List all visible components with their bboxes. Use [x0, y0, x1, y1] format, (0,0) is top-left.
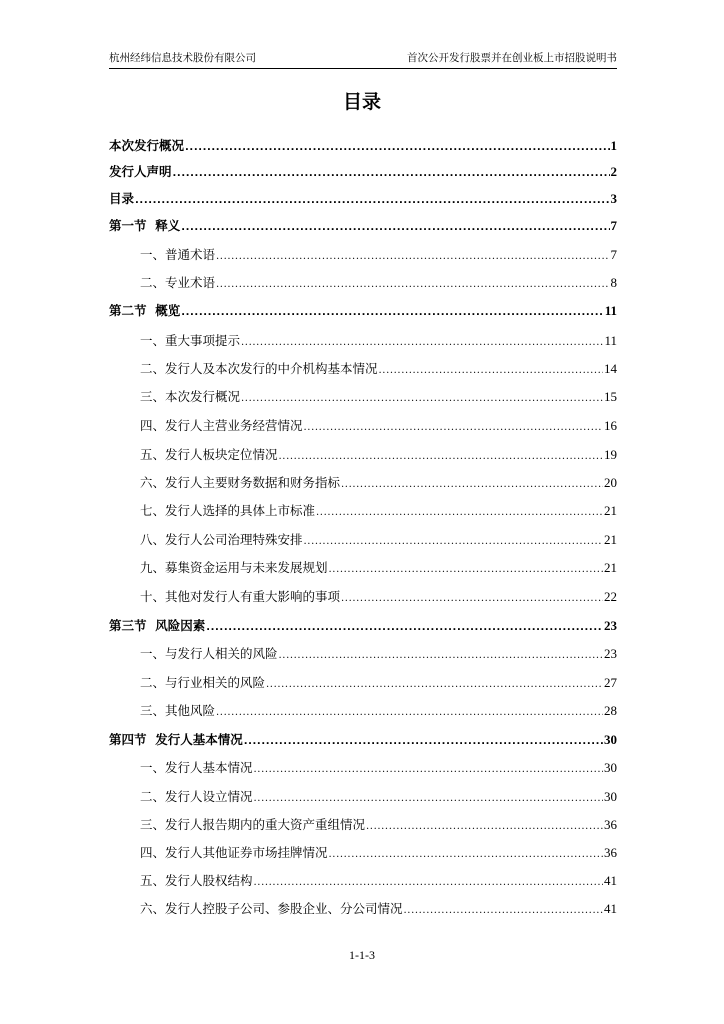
toc-section-entry[interactable]: [140, 501, 617, 521]
toc-entry-page-number: 36: [604, 845, 617, 860]
toc-entry-page-number: 36: [604, 817, 617, 832]
toc-entry-page-number: 23: [604, 646, 617, 661]
toc-section-entry[interactable]: [140, 473, 617, 493]
toc-entry-label: 第三节 风险因素: [109, 618, 206, 633]
toc-section-entry[interactable]: [140, 843, 617, 863]
toc-dot-leader: [304, 532, 603, 552]
toc-entry-page-number: 3: [610, 191, 617, 206]
toc-dot-leader: [216, 247, 609, 267]
toc-entry-label: 二、发行人及本次发行的中介机构基本情况: [140, 361, 378, 376]
toc-section-entry[interactable]: [140, 815, 617, 835]
toc-entry-page-number: 8: [610, 275, 617, 290]
toc-entry-label: 五、发行人板块定位情况: [140, 447, 278, 462]
toc-dot-leader: [181, 218, 609, 238]
toc-entry-label: 一、与发行人相关的风险: [140, 646, 278, 661]
page-header: [109, 50, 617, 69]
toc-section-entry[interactable]: [140, 644, 617, 664]
page-title: 目录: [342, 91, 381, 113]
toc-entry-label: 三、发行人报告期内的重大资产重组情况: [140, 817, 366, 832]
toc-dot-leader: [206, 618, 603, 638]
toc-chapter-entry[interactable]: [109, 162, 617, 182]
toc-dot-leader: [181, 303, 603, 323]
toc-section-entry[interactable]: [140, 899, 617, 919]
toc-entry-page-number: 22: [604, 589, 617, 604]
toc-section-entry[interactable]: [140, 387, 617, 407]
toc-dot-leader: [341, 475, 603, 495]
toc-entry-label: 二、专业术语: [140, 275, 216, 290]
toc-chapter-entry[interactable]: [109, 189, 617, 209]
toc-section-entry[interactable]: [140, 787, 617, 807]
header-document-title: 首次公开发行股票并在创业板上市招股说明书: [407, 52, 617, 64]
toc-entry-label: 四、发行人主营业务经营情况: [140, 418, 303, 433]
toc-entry-label: 四、发行人其他证券市场挂牌情况: [140, 845, 328, 860]
toc-section-entry[interactable]: [140, 673, 617, 693]
toc-dot-leader: [241, 389, 603, 409]
toc-chapter-entry[interactable]: [109, 136, 617, 156]
toc-dot-leader: [366, 817, 603, 837]
toc-entry-label: 六、发行人主要财务数据和财务指标: [140, 475, 341, 490]
toc-entry-label: 三、本次发行概况: [140, 389, 241, 404]
toc-section-entry[interactable]: [140, 445, 617, 465]
toc-section-entry[interactable]: [140, 871, 617, 891]
toc-entry-page-number: 20: [604, 475, 617, 490]
toc-section-entry[interactable]: [140, 758, 617, 778]
toc-section-entry[interactable]: [140, 558, 617, 578]
toc-entry-page-number: 16: [604, 418, 617, 433]
toc-dot-leader: [241, 333, 603, 353]
toc-dot-leader: [329, 560, 603, 580]
toc-dot-leader: [404, 901, 603, 921]
toc-dot-leader: [279, 447, 603, 467]
toc-entry-page-number: 19: [604, 447, 617, 462]
toc-dot-leader: [254, 789, 603, 809]
toc-entry-page-number: 21: [604, 560, 617, 575]
toc-entry-label: 五、发行人股权结构: [140, 873, 253, 888]
toc-dot-leader: [173, 164, 610, 184]
toc-section-entry[interactable]: [140, 530, 617, 550]
toc-entry-page-number: 41: [604, 873, 617, 888]
toc-dot-leader: [185, 138, 609, 158]
toc-entry-label: 十、其他对发行人有重大影响的事项: [140, 589, 341, 604]
toc-entry-page-number: 7: [610, 247, 617, 262]
toc-entry-page-number: 23: [604, 618, 617, 633]
toc-entry-page-number: 21: [604, 532, 617, 547]
header-company-name: 杭州经纬信息技术股份有限公司: [109, 52, 256, 64]
toc-section-entry[interactable]: [140, 359, 617, 379]
toc-entry-label: 目录: [109, 191, 135, 206]
toc-entry-label: 发行人声明: [109, 164, 172, 179]
toc-entry-label: 第一节 释义: [109, 218, 181, 233]
toc-entry-page-number: 15: [604, 389, 617, 404]
toc-dot-leader: [216, 275, 609, 295]
toc-chapter-entry[interactable]: [109, 730, 617, 750]
toc-section-entry[interactable]: [140, 701, 617, 721]
toc-entry-label: 第四节 发行人基本情况: [109, 732, 243, 747]
toc-entry-label: 一、重大事项提示: [140, 333, 241, 348]
toc-dot-leader: [254, 873, 603, 893]
toc-entry-page-number: 14: [604, 361, 617, 376]
toc-entry-label: 一、普通术语: [140, 247, 216, 262]
toc-entry-page-number: 30: [604, 789, 617, 804]
toc-section-entry[interactable]: [140, 331, 617, 351]
toc-dot-leader: [316, 503, 603, 523]
toc-dot-leader: [329, 845, 603, 865]
toc-dot-leader: [304, 418, 603, 438]
toc-entry-page-number: 11: [604, 303, 617, 318]
toc-entry-page-number: 1: [610, 138, 617, 153]
toc-dot-leader: [254, 760, 603, 780]
toc-entry-page-number: 28: [604, 703, 617, 718]
toc-entry-label: 二、与行业相关的风险: [140, 675, 266, 690]
toc-section-entry[interactable]: [140, 416, 617, 436]
toc-entry-page-number: 41: [604, 901, 617, 916]
toc-entry-page-number: 30: [604, 732, 617, 747]
toc-entry-page-number: 21: [604, 503, 617, 518]
toc-dot-leader: [341, 589, 603, 609]
toc-chapter-entry[interactable]: [109, 216, 617, 236]
toc-entry-label: 三、其他风险: [140, 703, 216, 718]
toc-section-entry[interactable]: [140, 587, 617, 607]
toc-chapter-entry[interactable]: [109, 616, 617, 636]
toc-entry-label: 本次发行概况: [109, 138, 185, 153]
toc-entry-label: 第二节 概览: [109, 303, 181, 318]
toc-entry-page-number: 2: [610, 164, 617, 179]
toc-dot-leader: [266, 675, 603, 695]
toc-entry-label: 二、发行人设立情况: [140, 789, 253, 804]
toc-entry-page-number: 7: [610, 218, 617, 233]
toc-entry-label: 八、发行人公司治理特殊安排: [140, 532, 303, 547]
toc-dot-leader: [279, 646, 603, 666]
toc-entry-label: 七、发行人选择的具体上市标准: [140, 503, 316, 518]
toc-entry-page-number: 11: [604, 333, 617, 348]
toc-entry-label: 一、发行人基本情况: [140, 760, 253, 775]
toc-section-entry[interactable]: [140, 245, 617, 265]
toc-chapter-entry[interactable]: [109, 301, 617, 321]
toc-dot-leader: [135, 191, 609, 211]
toc-dot-leader: [379, 361, 603, 381]
toc-entry-page-number: 27: [604, 675, 617, 690]
toc-dot-leader: [244, 732, 603, 752]
page-number: 1-1-3: [349, 948, 375, 962]
toc-dot-leader: [216, 703, 603, 723]
toc-entry-label: 六、发行人控股子公司、参股企业、分公司情况: [140, 901, 403, 916]
toc-entry-page-number: 30: [604, 760, 617, 775]
toc-entry-label: 九、募集资金运用与未来发展规划: [140, 560, 328, 575]
toc-section-entry[interactable]: [140, 273, 617, 293]
